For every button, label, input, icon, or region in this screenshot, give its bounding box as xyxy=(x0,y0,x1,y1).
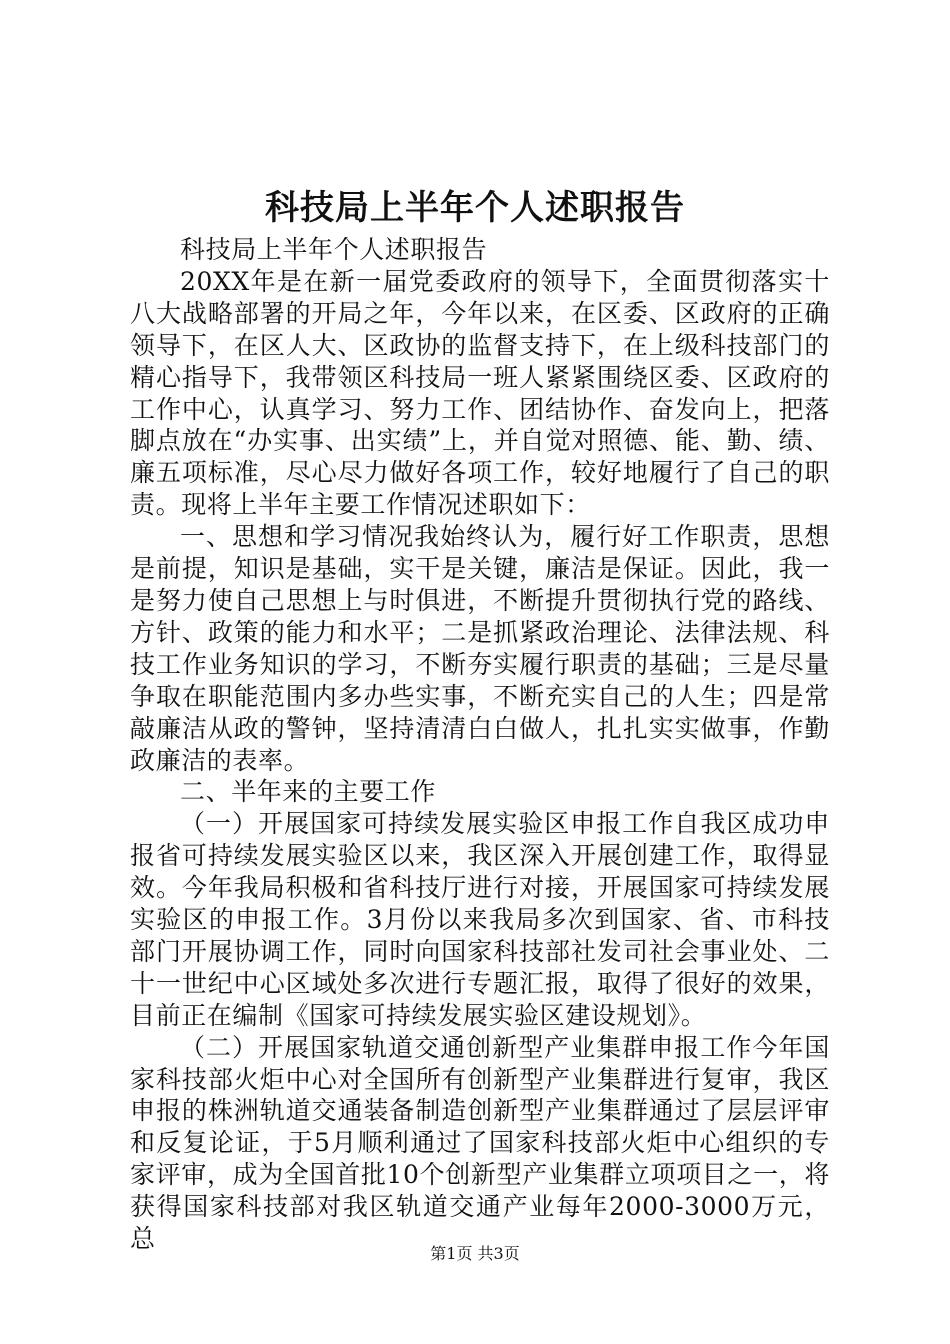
document-title: 科技局上半年个人述职报告 xyxy=(265,188,685,228)
page-footer: 第1页 共3页 xyxy=(430,1244,520,1263)
paragraph-section-2-item-2: （二）开展国家轨道交通创新型产业集群申报工作今年国家科技部火炬中心对全国所有创新型产业集群进行复审，我区申报的株洲轨道交通装备制造创新型产业集群通过了层层评审和反复论证，于5月顺利通过了国家科技部火炬中心组织的专家评审，成为全国首批10个创新型产业集群立项项目之一，将获得国家科技部对我区轨道交通产业每年2000-3000万元，总 xyxy=(130,1032,830,1254)
paragraph-intro: 20XX年是在新一届党委政府的领导下，全面贯彻落实十八大战略部署的开局之年，今年以来，在区委、区政府的正确领导下，在区人大、区政协的监督支持下，在上级科技部门的精心指导下，我带领区科技局一班人紧紧围绕区委、区政府的工作中心，认真学习、努力工作、团结协作、奋发向上，把落脚点放在“办实事、出实绩”上，并自觉对照德、能、勤、绩、廉五项标准，尽心尽力做好各项工作，较好地履行了自己的职责。现将上半年主要工作情况述职如下： xyxy=(130,266,830,520)
paragraph-section-2-item-1: （一）开展国家可持续发展实验区申报工作自我区成功申报省可持续发展实验区以来，我区深入开展创建工作，取得显效。今年我局积极和省科技厅进行对接，开展国家可持续发展实验区的申报工作。3月份以来我局多次到国家、省、市科技部门开展协调工作，同时向国家科技部社发司社会事业处、二十一世纪中心区域处多次进行专题汇报，取得了很好的效果，目前正在编制《国家可持续发展实验区建设规划》。 xyxy=(130,809,830,1030)
paragraph-subtitle: 科技局上半年个人述职报告 xyxy=(180,235,488,264)
document-body xyxy=(130,234,830,1255)
paragraph-section-1: 一、思想和学习情况我始终认为，履行好工作职责，思想是前提，知识是基础，实干是关键，廉洁是保证。因此，我一是努力使自己思想上与时俱进，不断提升贯彻执行党的路线、方针、政策的能力和水平；二是抓紧政治理论、法律法规、科技工作业务知识的学习，不断夯实履行职责的基础；三是尽量争取在职能范围内多办些实事，不断充实自己的人生；四是常敲廉洁从政的警钟，坚持清清白白做人，扎扎实实做事，作勤政廉洁的表率。 xyxy=(130,522,830,775)
paragraph-section-2-heading: 二、半年来的主要工作 xyxy=(180,777,437,807)
